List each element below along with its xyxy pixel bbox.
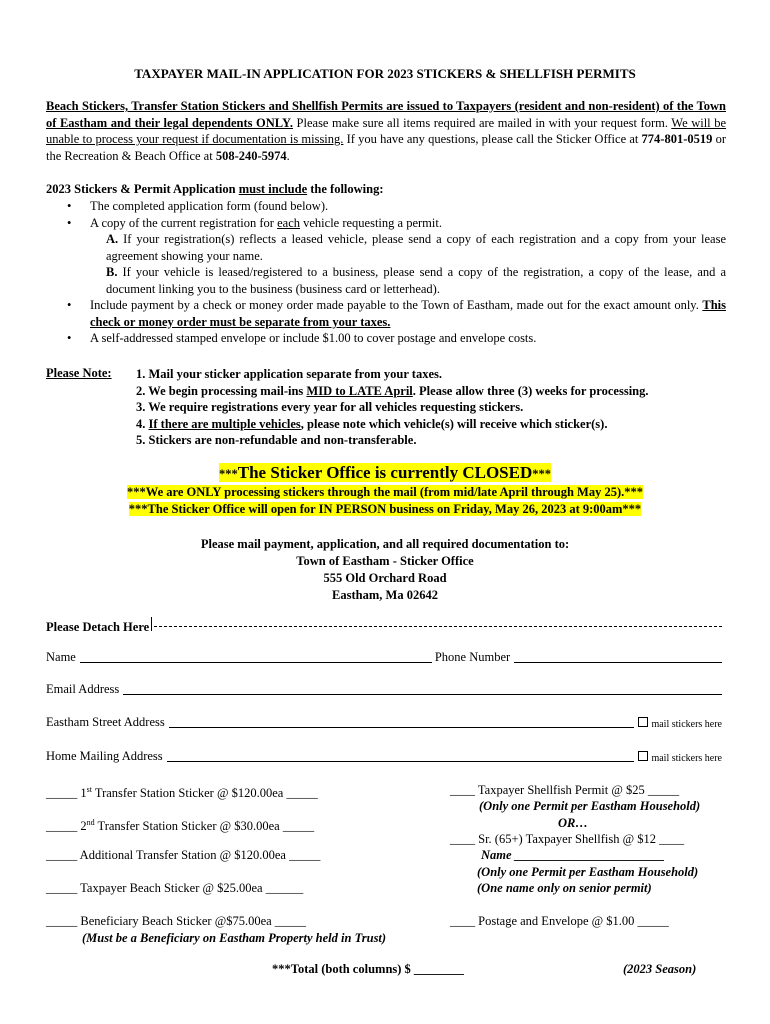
eligibility-statement: Beach Stickers, Transfer Station Stickers and Shellfish Permits are issued to Taxpayers (resident and non-resident) of the Town of Eastham and their legal dependents ONLY. [46,99,726,130]
transfer-sticker-additional: _____ Additional Transfer Station @ $120.00ea _____ [46,848,321,862]
in-person-notice [0,502,770,517]
season-label: (2023 Season) [623,962,697,976]
req-text: vehicle requesting a permit. [300,215,442,230]
mailing-address [0,536,770,604]
name-field[interactable] [80,662,432,663]
shellfish-permit: ____ Taxpayer Shellfish Permit @ $25 _____ [450,783,680,797]
req-text: Include payment by a check or money order made payable to the Town of Eastham, made out for the exact amount only. [90,298,703,312]
note-item [136,416,649,433]
checkbox-label: mail stickers here [651,719,722,730]
sub-text: If your registration(s) reflects a leased vehicle, please send a copy of each registration and a copy from your lease agreement showing your name. [106,232,726,263]
intro-text-3: or the Recreation & Beach Office at [46,132,726,163]
address-line: Eastham, Ma 02642 [332,588,438,602]
intro-text-2: If you have any questions, please call the Sticker Office at [343,132,642,146]
req-head-text-2: the following: [307,182,384,196]
detach-label: Please Detach Here [46,620,150,634]
name-label: Name [481,848,512,862]
note-text: 2. We begin processing mail-ins [136,383,307,398]
requirements-heading [46,182,384,197]
phone-field[interactable] [514,662,722,663]
home-field[interactable] [167,761,635,762]
postage-envelope: ____ Postage and Envelope @ $1.00 _____ [450,914,669,928]
item-text: _____ 1 [46,786,87,801]
name-label: Name [46,650,76,664]
in-person-text: ***The Sticker Office will open for IN PERSON business on Friday, May 26, 2023 at 9:00am*** [128,502,642,516]
transfer-sticker-1 [46,782,318,802]
email-label: Email Address [46,682,120,696]
office-closed-banner [0,463,770,483]
checkbox-label: mail stickers here [651,753,722,764]
requirement-item [46,215,726,298]
req-head-text: 2023 Stickers & Permit Application [46,182,239,196]
street-row [46,715,722,730]
name-phone-row [46,650,722,665]
req-text: A copy of the current registration for [90,215,278,230]
intro-paragraph [46,98,726,164]
street-label: Eastham Street Address [46,715,165,729]
req-emphasis: This check or money order must be separate from your taxes. [90,298,726,329]
street-mail-checkbox[interactable] [638,717,648,727]
note-item [136,383,649,400]
item-text: _____ 2 [46,819,87,834]
requirement-item [46,297,726,330]
beach-office-phone: 508-240-5974 [215,148,287,163]
detach-dashes [154,625,722,627]
note-item: 1. Mail your sticker application separate from your taxes. [136,367,442,381]
req-text: A self-addressed stamped envelope or include $1.00 to cover postage and envelope costs. [90,331,537,345]
item-text: Transfer Station Sticker @ $30.00ea _____ [94,819,315,834]
beneficiary-sticker: _____ Beneficiary Beach Sticker @$75.00ea _____ [46,914,307,928]
requirement-item [46,198,726,215]
page-title: TAXPAYER MAIL-IN APPLICATION FOR 2023 STICKERS & SHELLFISH PERMITS [134,66,636,81]
intro-text-4: . [286,148,290,163]
email-field[interactable] [123,694,722,695]
please-note-label: Please Note: [46,366,112,380]
senior-note-1: (Only one Permit per Eastham Household) [477,865,699,879]
requirements-list [46,198,726,347]
note-text: 4. [136,416,149,431]
note-text: , please note which vehicle(s) will receive which sticker(s). [300,416,608,431]
mailing-instruction: Please mail payment, application, and all required documentation to: [200,537,570,551]
or-label: OR… [558,816,588,830]
req-head-emphasis: must include [238,182,308,196]
senior-name-field[interactable]: ________________________ [511,848,665,862]
sub-text: If your vehicle is leased/registered to a business, please send a copy of the registration, a copy of the lease, and a document linking you to the business (business card or letterhead). [106,265,726,296]
item-text: Transfer Station Sticker @ $120.00ea _____ [91,786,318,801]
senior-name-row [481,847,665,864]
ordinal: st [86,785,92,794]
notes-list [136,366,649,449]
street-field[interactable] [169,727,635,728]
note-item: 5. Stickers are non-refundable and non-transferable. [136,433,417,447]
stars: *** [532,467,551,481]
senior-note-2: (One name only on senior permit) [477,881,652,895]
sub-label: B. [106,265,118,279]
sub-item-a [90,231,726,264]
sub-label: A. [106,232,119,246]
note-item: 3. We require registrations every year for all vehicles requesting stickers. [136,400,524,414]
address-line: Town of Eastham - Sticker Office [296,554,474,568]
documentation-warning: We will be unable to process your request if documentation is missing. [46,115,727,146]
shellfish-note: (Only one Permit per Eastham Household) [479,799,701,813]
req-text: The completed application form (found below). [90,199,329,213]
detach-marker [151,617,152,631]
mail-only-notice [0,485,770,500]
senior-shellfish: ____ Sr. (65+) Taxpayer Shellfish @ $12 ____ [450,832,685,846]
closed-text: The Sticker Office is currently CLOSED [237,463,533,482]
ordinal: nd [86,818,95,827]
beach-sticker: _____ Taxpayer Beach Sticker @ $25.00ea ______ [46,881,304,895]
home-label: Home Mailing Address [46,749,163,763]
requirement-item [46,330,726,347]
phone-label: Phone Number [434,650,511,664]
stars: *** [219,467,238,481]
sticker-office-phone: 774-801-0519 [641,132,713,146]
beneficiary-note: (Must be a Beneficiary on Eastham Property held in Trust) [82,931,387,945]
email-row [46,682,722,697]
req-emphasis: each [277,215,300,230]
mail-only-text: ***We are ONLY processing stickers through the mail (from mid/late April through May 25).*** [127,485,643,499]
address-line: 555 Old Orchard Road [323,571,447,585]
detach-line [46,617,722,635]
note-emphasis: If there are multiple vehicles [148,416,301,431]
note-text: . Please allow three (3) weeks for processing. [412,383,649,398]
transfer-sticker-2 [46,815,314,835]
note-emphasis: MID to LATE April [306,383,413,398]
home-mail-checkbox[interactable] [638,751,648,761]
home-row [46,749,722,764]
total-line: ***Total (both columns) $ ________ [272,962,464,976]
intro-text: Please make sure all items required are mailed in with your request form. [292,115,672,130]
sub-item-b [90,264,726,297]
